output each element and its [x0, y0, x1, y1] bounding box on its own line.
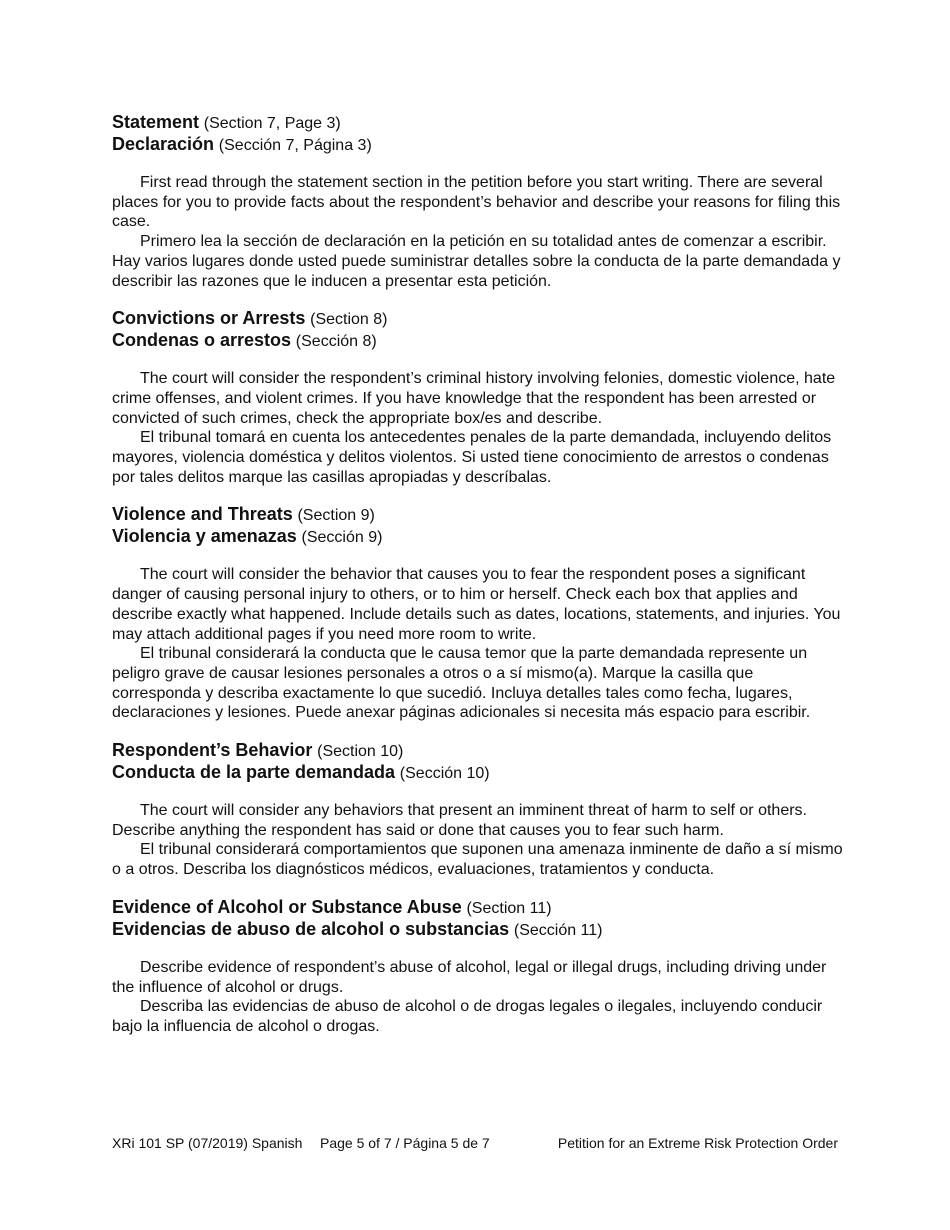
footer-page-number: Page 5 of 7 / Página 5 de 7: [320, 1135, 490, 1151]
paragraph-es: El tribunal tomará en cuenta los antecedentes penales de la parte demandada, incluyendo delitos mayores, violencia doméstica y delitos violentos. Si usted tiene conocimiento de arrestos o condenas por tales delitos marque las casillas apropiadas y descríbalas.: [112, 429, 832, 486]
section-heading-en: Convictions or Arrests (Section 8): [112, 308, 388, 329]
paragraph-es: El tribunal considerará comportamientos que suponen una amenaza inminente de daño a sí mismo o a otros. Describa los diagnósticos médicos, evaluaciones, tratamientos y conducta.: [112, 841, 843, 879]
paragraph-es: Describa las evidencias de abuso de alcohol o de drogas legales o ilegales, incluyendo conducir bajo la influencia de alcohol o drogas.: [112, 998, 823, 1035]
section-heading-en: Violence and Threats (Section 9): [112, 504, 375, 525]
section-heading-en: Evidence of Alcohol or Substance Abuse (Section 11): [112, 896, 552, 917]
section-heading-es: Evidencias de abuso de alcohol o substancias (Sección 11): [112, 918, 603, 939]
section-convictions: [112, 308, 844, 487]
paragraph-en: The court will consider any behaviors that present an imminent threat of harm to self or others. Describe anything the respondent has said or done that causes you to fear such harm.: [112, 802, 807, 839]
footer-form-id: XRi 101 SP (07/2019) Spanish: [112, 1135, 303, 1151]
footer-form-title: Petition for an Extreme Risk Protection Order: [557, 1135, 838, 1151]
section-heading-en: Respondent’s Behavior (Section 10): [112, 740, 404, 761]
section-heading-es: Declaración (Sección 7, Página 3): [112, 134, 372, 154]
section-heading-es: Conducta de la parte demandada (Sección 10): [112, 762, 490, 783]
paragraph-en: Describe evidence of respondent’s abuse of alcohol, legal or illegal drugs, including driving under the influence of alcohol or drugs.: [112, 958, 827, 996]
paragraph-en: First read through the statement section in the petition before you start writing. There are several places for you to provide facts about the respondent’s behavior and describe your reasons for filing this case.: [112, 174, 841, 231]
section-heading-en: Statement (Section 7, Page 3): [112, 112, 341, 132]
section-substance-abuse: [112, 897, 844, 1037]
document-page: [112, 112, 844, 1054]
section-heading-es: Violencia y amenazas (Sección 9): [112, 526, 383, 547]
section-violence: [112, 504, 844, 723]
paragraph-es: Primero lea la sección de declaración en la petición en su totalidad antes de comenzar a escribir. Hay varios lugares donde usted puede suministrar detalles sobre la conducta de la parte demandada y describir las razones que le inducen a presentar esta petición.: [112, 233, 841, 290]
paragraph-en: The court will consider the respondent’s criminal history involving felonies, domestic violence, hate crime offenses, and violent crimes. If you have knowledge that the respondent has been arrested or convicted of such crimes, check the appropriate box/es and describe.: [112, 370, 836, 427]
section-heading-es: Condenas o arrestos (Sección 8): [112, 330, 377, 351]
section-behavior: [112, 740, 844, 880]
paragraph-es: El tribunal considerará la conducta que le causa temor que la parte demandada represente un peligro grave de causar lesiones personales a otros o a sí mismo(a). Marque la casilla que corresponda y describa exactamente lo que sucedió. Incluya detalles tales como fecha, lugares, declaraciones y lesiones. Puede anexar páginas adicionales si necesita más espacio para escribir.: [112, 645, 811, 722]
section-statement: [112, 112, 844, 291]
paragraph-en: The court will consider the behavior that causes you to fear the respondent poses a significant danger of causing personal injury to others, or to him or herself. Check each box that applies and describe exactly what happened. Include details such as dates, locations, statements, and injuries. You may attach additional pages if you need more room to write.: [112, 566, 841, 643]
